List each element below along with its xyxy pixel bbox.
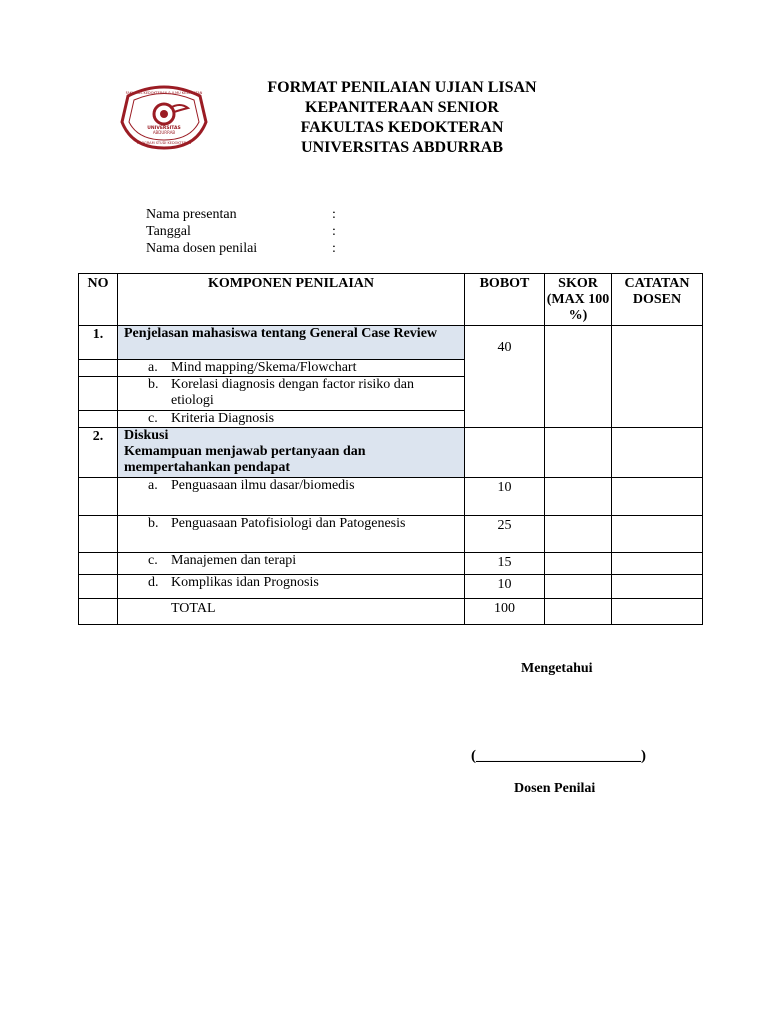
no-cell — [79, 575, 118, 599]
section-title-line-1: Diskusi — [124, 428, 169, 443]
item-weight: 10 — [465, 478, 545, 516]
notes-cell[interactable] — [612, 553, 703, 575]
no-cell — [79, 516, 118, 553]
item-text: Mind mapping/Skema/Flowchart — [171, 360, 357, 375]
notes-cell[interactable] — [612, 599, 703, 625]
section-title — [118, 428, 465, 478]
no-cell — [79, 411, 118, 428]
acknowledge-label: Mengetahui — [521, 661, 593, 676]
section-number: 1. — [79, 326, 118, 360]
item-weight: 15 — [465, 553, 545, 575]
notes-cell[interactable] — [612, 516, 703, 553]
notes-cell[interactable] — [612, 575, 703, 599]
section-number: 2. — [79, 428, 118, 478]
item-text: Korelasi diagnosis dengan factor risiko dan etiologi — [171, 377, 414, 408]
title-line-1: FORMAT PENILAIAN UJIAN LISAN — [267, 79, 537, 96]
criterion-item — [118, 575, 465, 599]
total-weight: 100 — [465, 599, 545, 625]
criterion-item — [118, 377, 465, 411]
logo-ring-top-text: FAKULTAS KEDOKTERAN & ILMU KESEHATAN — [125, 91, 203, 95]
no-cell — [79, 553, 118, 575]
item-text: Komplikas idan Prognosis — [171, 575, 319, 590]
item-text: Manajemen dan terapi — [171, 553, 297, 568]
col-header-weight: BOBOT — [465, 274, 545, 326]
title-line-3: FAKULTAS KEDOKTERAN — [300, 119, 504, 136]
col-header-component: KOMPONEN PENILAIAN — [118, 274, 465, 326]
field-label: Nama dosen penilai — [146, 241, 258, 256]
score-cell[interactable] — [545, 599, 612, 625]
criterion-item — [118, 411, 465, 428]
item-letter: b. — [148, 516, 159, 531]
field-label: Nama presentan — [146, 207, 237, 222]
item-weight: 10 — [465, 575, 545, 599]
col-header-score: SKOR (MAX 100 %) — [545, 274, 612, 326]
no-cell — [79, 599, 118, 625]
field-colon: : — [332, 241, 336, 256]
item-text: Penguasaan ilmu dasar/biomedis — [171, 478, 355, 493]
score-cell[interactable] — [545, 478, 612, 516]
document-title — [215, 78, 589, 158]
score-cell[interactable] — [545, 575, 612, 599]
no-cell — [79, 360, 118, 377]
field-label: Tanggal — [146, 224, 191, 239]
criterion-item — [118, 516, 465, 553]
table-row — [79, 478, 703, 516]
notes-cell[interactable] — [612, 428, 703, 478]
score-cell[interactable] — [545, 516, 612, 553]
table-row — [79, 428, 703, 478]
table-row — [79, 326, 703, 360]
section-weight: 40 — [465, 326, 545, 428]
assessment-table — [78, 273, 703, 625]
title-line-4: UNIVERSITAS ABDURRAB — [301, 139, 503, 156]
logo-center-text-1: UNIVERSITAS — [147, 126, 181, 131]
total-label: TOTAL — [118, 599, 465, 625]
criterion-item — [118, 553, 465, 575]
score-cell[interactable] — [545, 428, 612, 478]
university-logo — [118, 82, 210, 150]
item-letter: a. — [148, 478, 158, 493]
signature-line: (______________________) — [471, 748, 646, 764]
notes-cell[interactable] — [612, 478, 703, 516]
field-colon: : — [332, 207, 336, 222]
table-row — [79, 575, 703, 599]
signer-label: Dosen Penilai — [514, 781, 596, 796]
notes-cell[interactable] — [612, 326, 703, 428]
item-letter: b. — [148, 377, 159, 392]
table-header-row — [79, 274, 703, 326]
table-row — [79, 516, 703, 553]
item-weight: 25 — [465, 516, 545, 553]
item-text: Penguasaan Patofisiologi dan Patogenesis — [171, 516, 406, 531]
criterion-item — [118, 478, 465, 516]
criterion-item — [118, 360, 465, 377]
item-text: Kriteria Diagnosis — [171, 411, 275, 426]
section-title: Penjelasan mahasiswa tentang General Case Review — [118, 326, 465, 360]
no-cell — [79, 377, 118, 411]
score-cell[interactable] — [545, 326, 612, 428]
item-letter: c. — [148, 411, 158, 426]
logo-center-text-2: ABDURRAB — [152, 130, 176, 135]
section-title-line-2: Kemampuan menjawab pertanyaan dan mempertahankan pendapat — [124, 444, 366, 475]
item-letter: a. — [148, 360, 158, 375]
weight-cell — [465, 428, 545, 478]
total-row — [79, 599, 703, 625]
col-header-notes: CATATAN DOSEN — [612, 274, 703, 326]
logo-ring-bottom-text: PROGRAM STUDI KEDOKTERAN — [136, 141, 192, 145]
col-header-no: NO — [79, 274, 118, 326]
table-row — [79, 553, 703, 575]
field-colon: : — [332, 224, 336, 239]
item-letter: d. — [148, 575, 159, 590]
item-letter: c. — [148, 553, 158, 568]
score-cell[interactable] — [545, 553, 612, 575]
title-line-2: KEPANITERAAN SENIOR — [305, 99, 499, 116]
no-cell — [79, 478, 118, 516]
